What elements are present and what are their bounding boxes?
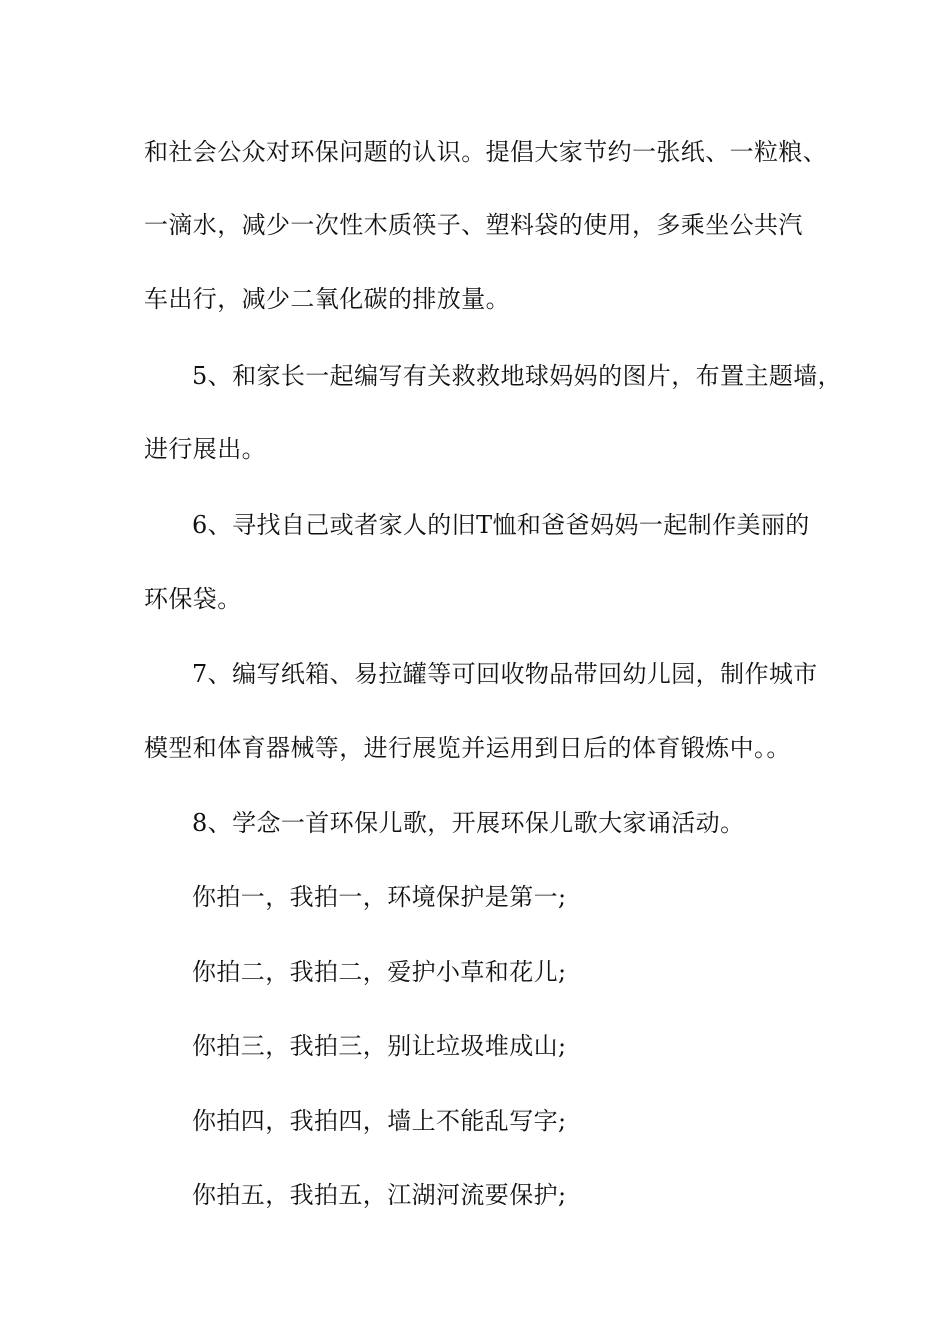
item-6-line-2: 环保袋。 (144, 585, 242, 613)
rhyme-line-5: 你拍五，我拍五，江湖河流要保护; (192, 1181, 567, 1209)
item-7-line-2: 模型和体育器械等，进行展览并运用到日后的体育锻炼中。。 (144, 734, 791, 762)
rhyme-line-4: 你拍四，我拍四，墙上不能乱写字; (192, 1107, 567, 1135)
item-8-line-1: 8、学念一首环保儿歌，开展环保儿歌大家诵活动。 (192, 809, 745, 837)
item-7-line-1: 7、编写纸箱、易拉罐等可回收物品带回幼儿园，制作城市 (192, 660, 818, 688)
item-6-line-1: 6、寻找自己或者家人的旧T恤和爸爸妈妈一起制作美丽的 (192, 511, 810, 539)
paragraph-line-2: 一滴水，减少一次性木质筷子、塑料袋的使用，多乘坐公共汽 (144, 211, 803, 239)
item-5-line-1: 5、和家长一起编写有关救救地球妈妈的图片，布置主题墙， (192, 362, 843, 390)
rhyme-line-2: 你拍二，我拍二，爱护小草和花儿; (192, 958, 567, 986)
rhyme-line-3: 你拍三，我拍三，别让垃圾堆成山; (192, 1032, 567, 1060)
paragraph-line-3: 车出行，减少二氧化碳的排放量。 (144, 285, 510, 313)
rhyme-line-1: 你拍一，我拍一，环境保护是第一; (192, 883, 567, 911)
paragraph-line-1: 和社会公众对环保问题的认识。提倡大家节约一张纸、一粒粮、 (144, 138, 828, 166)
item-5-line-2: 进行展出。 (144, 435, 266, 463)
